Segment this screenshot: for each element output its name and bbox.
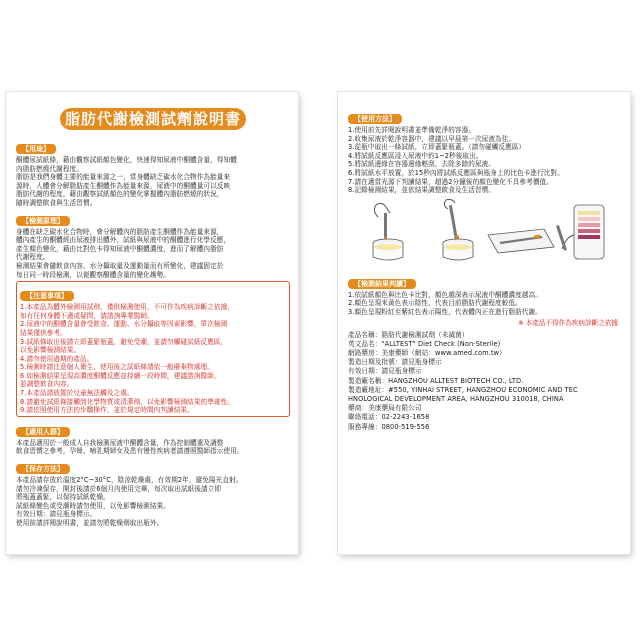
text-line: 有效日期：請見瓶身標示。 xyxy=(16,510,97,519)
text-line: 以免影響檢測結果。 xyxy=(20,346,81,355)
shake-strip-icon xyxy=(443,199,473,260)
text-line: 每日同一時段檢測，以便觀察酮體含量的變化趨勢。 xyxy=(16,270,170,279)
text-line: 2.尿液中的酮體含量會受飲食、運動、水分攝取等因素影響，單次檢測 xyxy=(20,320,228,329)
text-line: 8.請避免試紙條接觸到化學物質或清潔劑，以免影響檢測結果的準確性。 xyxy=(20,397,234,406)
section-principle xyxy=(16,208,290,280)
info-line: 製造廠名稱：HANGZHOU ALLTEST BIOTECH CO., LTD. xyxy=(348,376,524,385)
usage-illustration-svg xyxy=(348,199,620,267)
dip-strip-icon xyxy=(373,203,403,260)
text-line: 1.本產品為體外檢測用試劑，僅供檢測使用，不可作為疾病診斷之依據， xyxy=(20,303,234,312)
text-line: 體內產生的酮體經由尿液排出體外，試紙與尿液中的酮體進行化學反應， xyxy=(16,236,231,245)
text-line: 並調整飲食內容。 xyxy=(20,380,74,389)
text-line: 7.本產品請放置於兒童無法觸及之處。 xyxy=(20,389,134,398)
product-info xyxy=(348,331,622,432)
text-line: 脂肪代謝的程度，藉由觀察試紙顏色的變化掌握體內脂肪燃燒的狀況， xyxy=(16,190,224,199)
text-line: 將瓶蓋蓋緊，以保持試紙乾燥。 xyxy=(16,493,110,502)
info-line: 聯絡電話：02-2243-1658 xyxy=(348,413,430,422)
info-line: 有效日期：請見瓶身標示 xyxy=(348,367,422,376)
text-line: 源時，人體會分解脂肪產生酮體作為能量來源，尿液中的酮體量可以反映 xyxy=(16,181,231,190)
text-line: 內脂肪燃燒代謝程度。 xyxy=(16,164,83,173)
section-header: 【適用人群】 xyxy=(16,427,70,437)
text-line: 檢測結果會隨飲食內容、水分攝取量及運動量而有所變化，建議固定於 xyxy=(16,261,224,270)
text-line: 身體在缺乏碳水化合物時，會分解體內的脂肪產生酮體作為能量來源， xyxy=(16,227,224,236)
info-line: 藥商：美康藥局有限公司 xyxy=(348,404,422,413)
text-line: 1.依試紙顏色與比色卡比對，顏色越深表示尿液中酮體濃度越高。 xyxy=(348,290,542,299)
section-result xyxy=(348,271,622,317)
section-header: 【用途】 xyxy=(16,144,56,154)
text-line: 6.如檢測結果呈現高濃度酮體反應並持續一段時間，建議諮詢醫師， xyxy=(20,371,221,380)
info-line: 英文品名："ALLTEST" Diet Check (Non-Sterile) xyxy=(348,339,501,348)
text-line: 9.請依照使用方法的步驟操作，並於規定時間內判讀結果。 xyxy=(20,406,194,415)
lay-strip-icon xyxy=(488,229,554,253)
text-line: 脂肪是我們身體主要的能量來源之一，當身體缺乏碳水化合物作為能量來 xyxy=(16,173,231,182)
text-line: 5.檢測時請注意個人衛生，使用後之試紙條請依一般廢棄物處理。 xyxy=(20,363,214,372)
info-line: HNOLOGICAL DEVELOPMENT AREA, HANGZHOU 310018, CHINA xyxy=(348,394,564,403)
text-line: 3.從瓶中取出一條試紙，立即蓋緊瓶蓋。（請勿碰觸反應區） xyxy=(348,143,526,152)
text-line: 1.使用前先詳閱說明書並準備乾淨的容器。 xyxy=(348,126,475,134)
section-header: 【檢測原理】 xyxy=(16,216,70,226)
text-line: 產生顏色變化，藉由比對色卡得知尿液中酮體濃度，進而了解體內脂肪 xyxy=(16,244,224,253)
info-line: 製造日期及批號：請見瓶身標示 xyxy=(348,358,442,367)
text-line: 2.收集尿液於乾淨容器中，建議以早晨第一次尿液為佳。 xyxy=(348,134,516,143)
text-line: 代謝程度。 xyxy=(16,253,50,262)
text-line: 使用前請詳閱說明書，並請勿將乾燥劑取出瓶外。 xyxy=(16,519,164,527)
usage-illustration xyxy=(348,199,622,267)
text-line: 如有任何身體不適或疑問，請諮詢專業醫師。 xyxy=(20,311,154,320)
info-line: 產品名稱：脂肪代謝檢測試劑（未滅菌） xyxy=(348,330,469,339)
info-line: 網路藥房：美康藥師（網站：www.amed.com.tw） xyxy=(348,348,506,357)
text-line: 試紙條變色或受潮時請勿使用，以免影響檢測結果。 xyxy=(16,501,170,510)
warning-note: ※ 本產品不得作為疾病診斷之依據 xyxy=(518,318,618,327)
text-line: 7.請在適當光源下判讀結果，超過2分鐘後的顏色變化不具參考價值。 xyxy=(348,177,553,186)
text-line: 酮體尿試紙條，藉由觀察試紙顏色變化，快速得知尿液中酮體含量，得知體 xyxy=(16,156,237,164)
section-storage xyxy=(16,456,290,528)
text-line: 5.將試紙邊緣在容器邊緣輕刮，去除多餘的尿液。 xyxy=(348,160,496,169)
text-line: 飲食習慣之參考，孕婦、哺乳期婦女及患有慢性疾病者請遵照醫師指示使用。 xyxy=(16,447,244,456)
text-line: 隨時調整飲食與生活習慣。 xyxy=(16,198,97,207)
text-line: 2.顏色呈現米黃色表示陰性，代表目前脂肪代謝程度較低。 xyxy=(348,299,522,308)
text-line: 3.試紙條取出後請立即蓋緊瓶蓋，避免受潮，並請勿觸碰試紙反應區， xyxy=(20,337,228,346)
section-header: 【保存方法】 xyxy=(16,464,70,474)
section-purpose xyxy=(16,136,290,208)
section-header: 【使用方法】 xyxy=(348,114,402,124)
section-header: 【注意事項】 xyxy=(20,291,74,301)
text-line: 本產品適用於一般成人自我檢測尿液中酮體含量，作為控制體重及調整 xyxy=(16,438,224,447)
text-line: 本產品請存放於溫度2°C~30°C，陰涼乾燥處，有效期2年，避免陽光直射。 xyxy=(16,476,243,485)
text-line: 4.請勿使用過期的產品。 xyxy=(20,354,94,363)
compare-chart-icon xyxy=(556,205,604,259)
leaflet-title: 脂肪代謝檢測試劑說明書 xyxy=(60,108,246,130)
instruction-sheet-right xyxy=(338,92,630,554)
text-line: 8.記錄檢測結果，並依結果調整飲食及生活習慣。 xyxy=(348,186,496,195)
section-usage xyxy=(348,106,622,195)
info-line: 服務專線：0800-519-556 xyxy=(348,422,430,431)
instruction-sheet-left xyxy=(6,92,298,554)
section-suitable-users xyxy=(16,419,290,456)
section-cautions xyxy=(16,281,290,417)
text-line: 6.將試紙水平放置，於15秒內將試紙反應區與瓶身上的比色卡進行比對。 xyxy=(348,168,564,177)
text-line: 請勿冷凍保存，開封後請於6個月內使用完畢，每次取出試紙後請立即 xyxy=(16,484,222,493)
section-header: 【檢測結果判讀】 xyxy=(348,279,416,289)
info-line: 製造廠地址：#550, YINHAI STREET, HANGZHOU ECONOMIC AND TEC xyxy=(348,385,578,394)
text-line: 3.顏色呈現粉紅至紫紅色表示陽性，代表體內正在進行脂肪代謝。 xyxy=(348,307,542,316)
text-line: 4.將試紙反應區浸入尿液中約1~2秒後取出。 xyxy=(348,151,483,160)
text-line: 結果僅供參考。 xyxy=(20,328,67,337)
